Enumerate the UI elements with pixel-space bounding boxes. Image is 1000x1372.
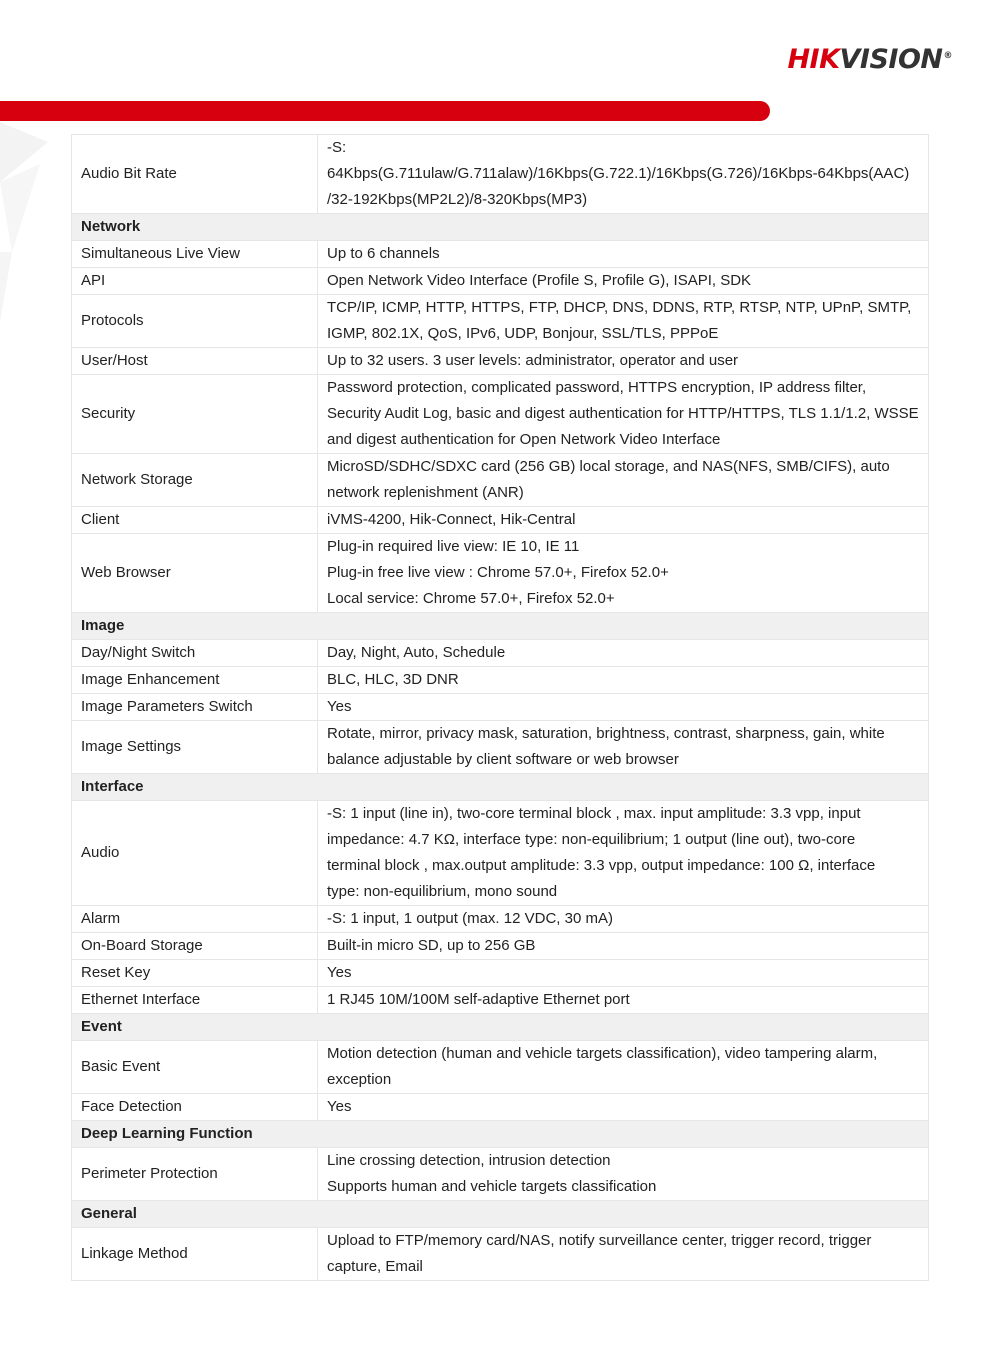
spec-value bbox=[318, 1094, 929, 1121]
spec-value-line: iVMS-4200, Hik-Connect, Hik-Central bbox=[327, 511, 576, 528]
spec-value-line: type: non-equilibrium, mono sound bbox=[327, 883, 558, 900]
spec-value bbox=[318, 694, 929, 721]
spec-label: Linkage Method bbox=[72, 1228, 318, 1281]
watermark-decoration bbox=[0, 122, 70, 332]
section-header-row bbox=[72, 1014, 929, 1041]
spec-row bbox=[72, 241, 929, 268]
spec-value-line: Upload to FTP/memory card/NAS, notify surveillance center, trigger record, trigger bbox=[327, 1232, 872, 1249]
spec-label: Image Settings bbox=[72, 721, 318, 774]
spec-value bbox=[318, 348, 929, 375]
spec-label: Security bbox=[72, 375, 318, 454]
spec-value-line: Supports human and vehicle targets classification bbox=[327, 1178, 657, 1195]
spec-table bbox=[71, 134, 929, 1281]
spec-value-line: IGMP, 802.1X, QoS, IPv6, UDP, Bonjour, SSL/TLS, PPPoE bbox=[327, 325, 719, 342]
spec-row bbox=[72, 268, 929, 295]
spec-value bbox=[318, 1228, 929, 1281]
spec-value bbox=[318, 906, 929, 933]
spec-value-line: Password protection, complicated password, HTTPS encryption, IP address filter, bbox=[327, 379, 867, 396]
spec-row bbox=[72, 534, 929, 613]
section-header-row bbox=[72, 613, 929, 640]
spec-value-line: -S: 1 input (line in), two-core terminal block , max. input amplitude: 3.3 vpp, input bbox=[327, 805, 861, 822]
section-title: Network bbox=[72, 214, 929, 241]
spec-value-line: -S: 1 input, 1 output (max. 12 VDC, 30 mA) bbox=[327, 910, 613, 927]
spec-label: Perimeter Protection bbox=[72, 1148, 318, 1201]
spec-label: Client bbox=[72, 507, 318, 534]
spec-value bbox=[318, 534, 929, 613]
spec-label: Face Detection bbox=[72, 1094, 318, 1121]
spec-label: Audio bbox=[72, 801, 318, 906]
section-title: Interface bbox=[72, 774, 929, 801]
spec-value-line: Security Audit Log, basic and digest authentication for HTTP/HTTPS, TLS 1.1/1.2, WSSE bbox=[327, 405, 919, 422]
spec-row bbox=[72, 667, 929, 694]
spec-value bbox=[318, 268, 929, 295]
spec-value-line: Local service: Chrome 57.0+, Firefox 52.0+ bbox=[327, 590, 615, 607]
spec-value-line: Line crossing detection, intrusion detection bbox=[327, 1152, 611, 1169]
spec-label: Audio Bit Rate bbox=[72, 135, 318, 214]
registered-mark: ® bbox=[943, 51, 952, 61]
spec-label: Alarm bbox=[72, 906, 318, 933]
spec-label: On-Board Storage bbox=[72, 933, 318, 960]
spec-value-line: Up to 32 users. 3 user levels: administrator, operator and user bbox=[327, 352, 739, 369]
spec-row bbox=[72, 906, 929, 933]
spec-row bbox=[72, 933, 929, 960]
spec-label: Day/Night Switch bbox=[72, 640, 318, 667]
spec-row bbox=[72, 960, 929, 987]
spec-value bbox=[318, 960, 929, 987]
section-title: General bbox=[72, 1201, 929, 1228]
spec-value-line: TCP/IP, ICMP, HTTP, HTTPS, FTP, DHCP, DNS, DDNS, RTP, RTSP, NTP, UPnP, SMTP, bbox=[327, 299, 912, 316]
spec-value bbox=[318, 135, 929, 214]
spec-value bbox=[318, 1041, 929, 1094]
section-header-row bbox=[72, 214, 929, 241]
spec-value-line: Yes bbox=[327, 964, 352, 981]
spec-value bbox=[318, 987, 929, 1014]
spec-label: API bbox=[72, 268, 318, 295]
spec-value bbox=[318, 667, 929, 694]
spec-row bbox=[72, 1094, 929, 1121]
spec-value-line: terminal block , max.output amplitude: 3.3 vpp, output impedance: 100 Ω, interface bbox=[327, 857, 876, 874]
spec-row bbox=[72, 721, 929, 774]
spec-value-line: Plug-in free live view : Chrome 57.0+, Firefox 52.0+ bbox=[327, 564, 669, 581]
spec-value-line: -S: bbox=[327, 139, 347, 156]
spec-row bbox=[72, 135, 929, 214]
spec-value-line: BLC, HLC, 3D DNR bbox=[327, 671, 459, 688]
spec-row bbox=[72, 640, 929, 667]
spec-label: Protocols bbox=[72, 295, 318, 348]
spec-value-line: Motion detection (human and vehicle targets classification), video tampering alarm, bbox=[327, 1045, 878, 1062]
spec-value bbox=[318, 295, 929, 348]
spec-value bbox=[318, 721, 929, 774]
header-red-bar bbox=[0, 101, 770, 121]
spec-value-line: 1 RJ45 10M/100M self-adaptive Ethernet port bbox=[327, 991, 630, 1008]
spec-label: Simultaneous Live View bbox=[72, 241, 318, 268]
logo-text-hik: HIK bbox=[787, 44, 840, 75]
section-title: Deep Learning Function bbox=[72, 1121, 929, 1148]
spec-value-line: Yes bbox=[327, 1098, 352, 1115]
hikvision-logo bbox=[787, 46, 952, 73]
spec-value-line: /32-192Kbps(MP2L2)/8-320Kbps(MP3) bbox=[327, 191, 588, 208]
spec-label: User/Host bbox=[72, 348, 318, 375]
spec-value-line: exception bbox=[327, 1071, 392, 1088]
spec-value-line: impedance: 4.7 KΩ, interface type: non-equilibrium; 1 output (line out), two-core bbox=[327, 831, 856, 848]
spec-row bbox=[72, 375, 929, 454]
spec-value-line: Plug-in required live view: IE 10, IE 11 bbox=[327, 538, 580, 555]
section-title: Image bbox=[72, 613, 929, 640]
section-header-row bbox=[72, 774, 929, 801]
spec-label: Web Browser bbox=[72, 534, 318, 613]
spec-value bbox=[318, 507, 929, 534]
spec-row bbox=[72, 454, 929, 507]
spec-label: Basic Event bbox=[72, 1041, 318, 1094]
spec-value-line: balance adjustable by client software or web browser bbox=[327, 751, 679, 768]
spec-row bbox=[72, 1148, 929, 1201]
spec-value-line: 64Kbps(G.711ulaw/G.711alaw)/16Kbps(G.722.1)/16Kbps(G.726)/16Kbps-64Kbps(AAC) bbox=[327, 165, 910, 182]
spec-row bbox=[72, 987, 929, 1014]
spec-value-line: MicroSD/SDHC/SDXC card (256 GB) local storage, and NAS(NFS, SMB/CIFS), auto bbox=[327, 458, 890, 475]
section-header-row bbox=[72, 1121, 929, 1148]
spec-label: Image Enhancement bbox=[72, 667, 318, 694]
spec-value-line: Built-in micro SD, up to 256 GB bbox=[327, 937, 536, 954]
spec-label: Image Parameters Switch bbox=[72, 694, 318, 721]
spec-row bbox=[72, 801, 929, 906]
spec-value-line: Day, Night, Auto, Schedule bbox=[327, 644, 506, 661]
spec-row bbox=[72, 1228, 929, 1281]
spec-row bbox=[72, 295, 929, 348]
logo-text-vision: VISION bbox=[839, 44, 943, 75]
spec-value bbox=[318, 640, 929, 667]
spec-value-line: Open Network Video Interface (Profile S, Profile G), ISAPI, SDK bbox=[327, 272, 752, 289]
spec-row bbox=[72, 348, 929, 375]
spec-label: Reset Key bbox=[72, 960, 318, 987]
spec-value-line: Yes bbox=[327, 698, 352, 715]
spec-label: Ethernet Interface bbox=[72, 987, 318, 1014]
spec-value bbox=[318, 375, 929, 454]
spec-value-line: capture, Email bbox=[327, 1258, 423, 1275]
spec-value-line: network replenishment (ANR) bbox=[327, 484, 524, 501]
spec-value bbox=[318, 1148, 929, 1201]
spec-value bbox=[318, 454, 929, 507]
spec-value bbox=[318, 933, 929, 960]
section-title: Event bbox=[72, 1014, 929, 1041]
spec-value bbox=[318, 241, 929, 268]
spec-value-line: Up to 6 channels bbox=[327, 245, 440, 262]
spec-row bbox=[72, 694, 929, 721]
spec-row bbox=[72, 1041, 929, 1094]
spec-row bbox=[72, 507, 929, 534]
section-header-row bbox=[72, 1201, 929, 1228]
spec-value-line: and digest authentication for Open Network Video Interface bbox=[327, 431, 721, 448]
spec-label: Network Storage bbox=[72, 454, 318, 507]
spec-value-line: Rotate, mirror, privacy mask, saturation, brightness, contrast, sharpness, gain, white bbox=[327, 725, 885, 742]
spec-value bbox=[318, 801, 929, 906]
